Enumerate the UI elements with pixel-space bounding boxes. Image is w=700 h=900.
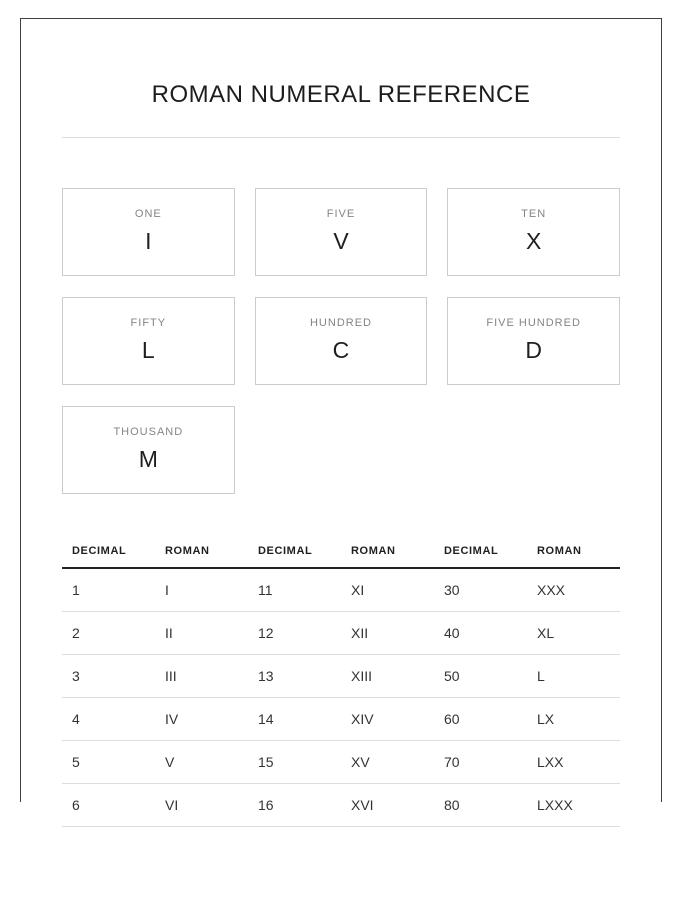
table-row (62, 568, 620, 612)
decimal-value: 80 (434, 784, 527, 827)
decimal-value: 14 (248, 698, 341, 741)
title-divider (62, 137, 620, 138)
symbol-card-numeral: L (141, 337, 155, 363)
symbol-card-fifty (62, 297, 235, 385)
symbol-card-five-hundred (447, 297, 620, 385)
decimal-value: 1 (62, 568, 155, 612)
roman-value: XII (341, 612, 434, 655)
symbol-card-label: FIFTY (130, 317, 167, 329)
roman-value: III (155, 655, 248, 698)
roman-value: LX (527, 698, 620, 741)
roman-value: I (155, 568, 248, 612)
roman-value: XL (527, 612, 620, 655)
decimal-value: 4 (62, 698, 155, 741)
symbol-card-label: FIVE HUNDRED (486, 317, 581, 329)
table-row (62, 741, 620, 784)
roman-value: XXX (527, 568, 620, 612)
column-header-decimal: DECIMAL (62, 539, 155, 568)
symbol-card-numeral: D (525, 337, 542, 363)
symbol-card-label: THOUSAND (113, 426, 184, 438)
symbol-card-label: ONE (134, 208, 162, 220)
roman-value: L (527, 655, 620, 698)
conversion-table-header (62, 539, 620, 568)
conversion-table (62, 539, 620, 827)
symbol-card-numeral: I (145, 228, 152, 254)
roman-value: XIV (341, 698, 434, 741)
symbol-card-label: TEN (521, 208, 547, 220)
roman-value: XV (341, 741, 434, 784)
decimal-value: 60 (434, 698, 527, 741)
symbol-card-numeral: C (332, 337, 350, 363)
decimal-value: 16 (248, 784, 341, 827)
decimal-value: 40 (434, 612, 527, 655)
roman-value: II (155, 612, 248, 655)
roman-value: XVI (341, 784, 434, 827)
symbol-cards (62, 188, 620, 494)
document-page (20, 18, 662, 813)
symbol-card-numeral: V (333, 228, 349, 254)
table-header-row (62, 539, 620, 568)
roman-value: XI (341, 568, 434, 612)
symbol-card-thousand (62, 406, 235, 494)
table-row (62, 698, 620, 741)
decimal-value: 15 (248, 741, 341, 784)
decimal-value: 5 (62, 741, 155, 784)
decimal-value: 13 (248, 655, 341, 698)
column-header-decimal: DECIMAL (248, 539, 341, 568)
symbol-card-numeral: X (525, 228, 542, 254)
table-row (62, 655, 620, 698)
decimal-value: 50 (434, 655, 527, 698)
decimal-value: 2 (62, 612, 155, 655)
table-row (62, 612, 620, 655)
symbol-card-label: HUNDRED (309, 317, 372, 329)
decimal-value: 70 (434, 741, 527, 784)
decimal-value: 30 (434, 568, 527, 612)
symbol-card-five (255, 188, 428, 276)
decimal-value: 6 (62, 784, 155, 827)
symbol-card-label: FIVE (326, 208, 356, 220)
conversion-table-body (62, 568, 620, 827)
column-header-roman: ROMAN (527, 539, 620, 568)
symbol-card-ten (447, 188, 620, 276)
roman-value: IV (155, 698, 248, 741)
decimal-value: 12 (248, 612, 341, 655)
roman-value: V (155, 741, 248, 784)
decimal-value: 3 (62, 655, 155, 698)
table-row (62, 784, 620, 827)
roman-value: XIII (341, 655, 434, 698)
roman-value: LXX (527, 741, 620, 784)
symbol-card-one (62, 188, 235, 276)
decimal-value: 11 (248, 568, 341, 612)
symbol-card-numeral: M (138, 446, 158, 472)
symbol-card-hundred (255, 297, 428, 385)
column-header-roman: ROMAN (341, 539, 434, 568)
column-header-decimal: DECIMAL (434, 539, 527, 568)
column-header-roman: ROMAN (155, 539, 248, 568)
page-title: ROMAN NUMERAL REFERENCE (151, 81, 531, 108)
roman-value: VI (155, 784, 248, 827)
roman-value: LXXX (527, 784, 620, 827)
